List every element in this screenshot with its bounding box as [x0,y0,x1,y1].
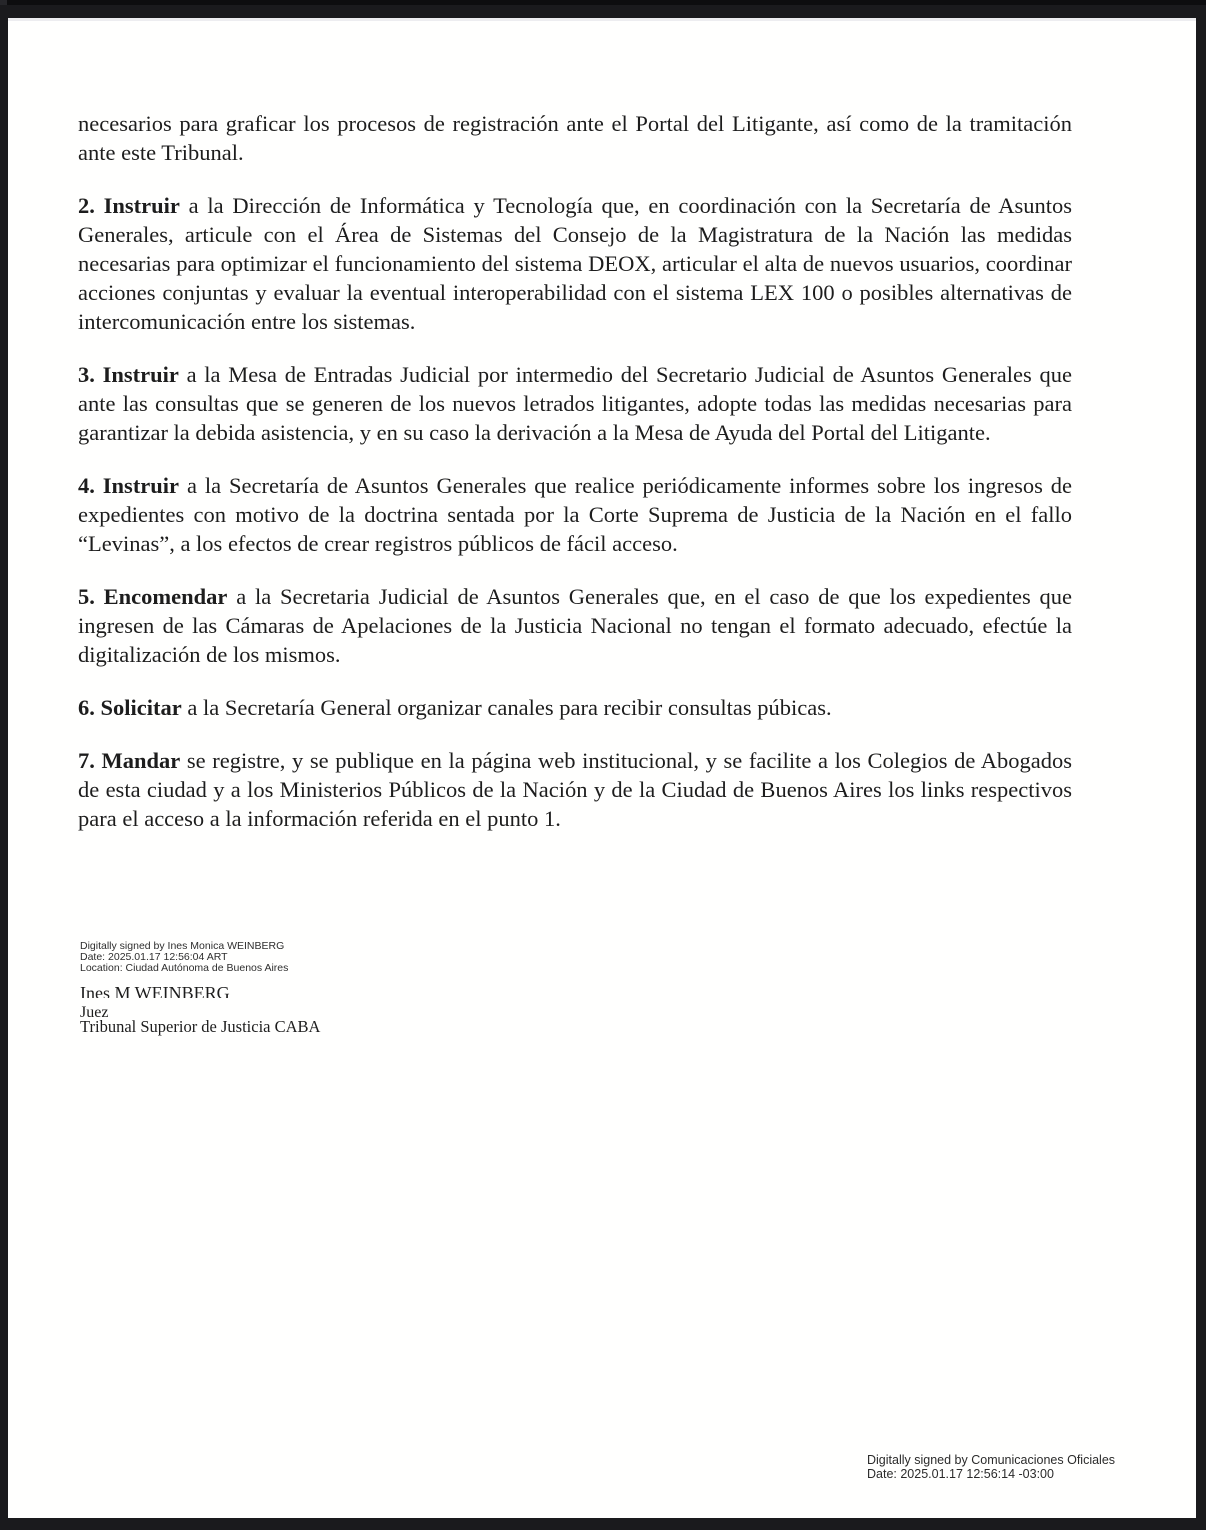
signature-signed-by: Digitally signed by Ines Monica WEINBERG [80,940,285,952]
paragraph-text: a la Mesa de Entradas Judicial por intermedio del Secretario Judicial de Asuntos Generales que ante las consultas que se generen de los nuevos letrados litigantes, adopte todas las medidas necesarias para garantizar la debida asistencia, y en su caso la derivación a la Mesa de Ayuda del Portal del Litigante. [78,362,1072,445]
document-paragraph [78,360,1072,447]
signer-name: Ines M WEINBERG [80,984,230,999]
document-paragraph [78,582,1072,669]
paragraph-text: a la Dirección de Informática y Tecnología que, en coordinación con la Secretaría de Asuntos Generales, articule con el Área de Sistemas del Consejo de la Magistratura de la Nación las medidas necesarias para optimizar el funcionamiento del sistema DEOX, articular el alta de nuevos usuarios, coordinar acciones conjuntas y evaluar la eventual interoperabilidad con el sistema LEX 100 o posibles alternativas de intercomunicación entre los sistemas. [78,193,1073,334]
paragraph-lead: 3. Instruir [78,362,179,387]
signer-role-clipped [80,1005,320,1017]
signer-name-clipped [80,984,320,998]
digital-signature-block-right [867,1453,1115,1481]
window-frame-top-strip [7,0,1206,5]
paragraph-lead: 2. Instruir [78,193,180,218]
paragraph-text: a la Secretaria Judicial de Asuntos Generales que, en el caso de que los expedientes que ingresen de las Cámaras de Apelaciones de la Justicia Nacional no tengan el formato adecuado, efectúe la digitalización de los mismos. [78,584,1072,667]
paragraph-lead: 7. Mandar [78,748,181,773]
paragraph-text: a la Secretaría General organizar canales para recibir consultas púbicas. [187,695,832,720]
signature-date: Date: 2025.01.17 12:56:14 -03:00 [867,1467,1054,1481]
signature-date: Date: 2025.01.17 12:56:04 ART [80,950,228,963]
document-paragraph [78,693,1072,722]
signature-signed-by: Digitally signed by Comunicaciones Oficiales [867,1453,1116,1467]
paragraph-text: se registre, y se publique en la página web institucional, y se facilite a los Colegios de Abogados de esta ciudad y a los Ministerios Públicos de la Nación y de la Ciudad de Buenos Aires los links respectivos para el acceso a la información referida en el punto 1. [78,748,1073,831]
digital-signature-block-left [80,941,320,1037]
document-paragraph [78,109,1072,167]
document-page [8,18,1196,1518]
paragraph-text: necesarios para graficar los procesos de registración ante el Portal del Litigante, así como de la tramitación ante este Tribunal. [78,111,1072,165]
signature-location: Location: Ciudad Autónoma de Buenos Aires [80,961,289,974]
signer-role: Juez [80,1005,109,1018]
paragraph-lead: 6. Solicitar [78,695,182,720]
signer-organization: Tribunal Superior de Justicia CABA [80,1017,321,1037]
signature-meta [80,941,320,973]
document-body [78,109,1072,857]
document-paragraph [78,191,1072,336]
paragraph-lead: 5. Encomendar [78,584,228,609]
document-paragraph [78,471,1072,558]
window-frame-corner [0,0,7,5]
paragraph-text: a la Secretaría de Asuntos Generales que realice periódicamente informes sobre los ingresos de expedientes con motivo de la doctrina sentada por la Corte Suprema de Justicia de la Nación en el fallo “Levinas”, a los efectos de crear registros públicos de fácil acceso. [78,473,1073,556]
paragraph-lead: 4. Instruir [78,473,180,498]
document-paragraph [78,746,1072,833]
